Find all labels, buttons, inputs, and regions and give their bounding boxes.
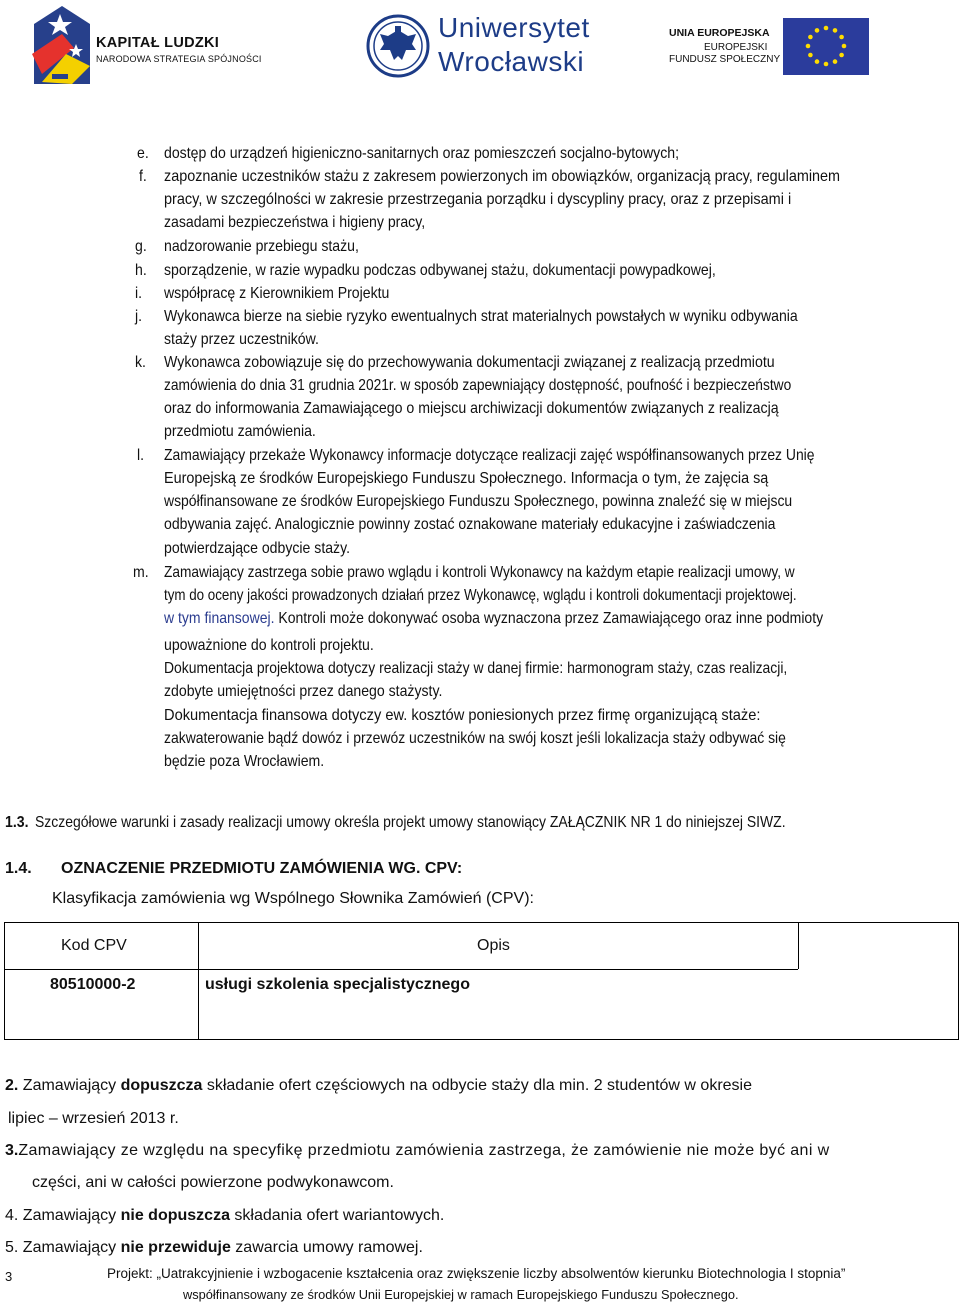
section-1-4-heading: OZNACZENIE PRZEDMIOTU ZAMÓWIENIA WG. CPV: bbox=[61, 860, 463, 877]
point-4-post: składania ofert wariantowych. bbox=[229, 1207, 445, 1224]
list-marker-e: e. bbox=[137, 145, 149, 162]
point-3-line2: części, ani w całości powierzone podwykonawcom. bbox=[32, 1174, 394, 1191]
point-2-number: 2. bbox=[5, 1077, 19, 1094]
section-1-3-text: Szczegółowe warunki i zasady realizacji umowy określa projekt umowy stanowiący ZAŁĄCZNIK NR 1 do niniejszej SIWZ. bbox=[35, 814, 786, 831]
point-5-bold: nie przewiduje bbox=[120, 1239, 231, 1256]
list-item-h: sporządzenie, w razie wypadku podczas odbywanej stażu, dokumentacji powypadkowej, bbox=[164, 262, 716, 279]
list-marker-k: k. bbox=[135, 354, 146, 371]
eu-flag-icon bbox=[783, 18, 869, 75]
section-1-4-number: 1.4. bbox=[5, 860, 32, 877]
page-number: 3 bbox=[5, 1269, 13, 1284]
eu-fund-line1: EUROPEJSKI bbox=[704, 42, 768, 53]
list-item-m-line3 bbox=[164, 607, 823, 630]
finance-docs-line1: Dokumentacja finansowa dotyczy ew. kosztów poniesionych przez firmę organizującą staże: bbox=[164, 707, 761, 724]
kapital-ludzki-subtitle: NARODOWA STRATEGIA SPÓJNOŚCI bbox=[96, 54, 262, 64]
list-item-j-line2: staży przez uczestników. bbox=[164, 331, 319, 348]
kapital-ludzki-title: KAPITAŁ LUDZKI bbox=[96, 35, 220, 51]
point-2-pre: Zamawiający bbox=[22, 1077, 121, 1094]
list-item-m-line4: upoważnione do kontroli projektu. bbox=[164, 637, 374, 654]
list-item-k-line3: oraz do informowania Zamawiającego o miejscu archiwizacji dokumentów związanych z realizacją bbox=[164, 400, 779, 417]
eu-title: UNIA EUROPEJSKA bbox=[669, 27, 770, 39]
list-item-f-line2: pracy, w szczególności w zakresie przestrzegania porządku i dyscypliny pracy, oraz z przepisami i bbox=[164, 191, 792, 208]
list-item-e: dostęp do urządzeń higieniczno-sanitarnych oraz pomieszczeń socjalno-bytowych; bbox=[164, 145, 679, 162]
university-name-line1: Uniwersytet bbox=[438, 12, 590, 43]
finance-link-text: w tym finansowej. bbox=[164, 610, 275, 627]
kapital-ludzki-logo bbox=[32, 4, 92, 84]
table-divider bbox=[198, 969, 199, 1039]
table-divider bbox=[798, 923, 799, 969]
section-1-3-number: 1.3. bbox=[5, 814, 29, 831]
footer-project-line: Projekt: „Uatrakcyjnienie i wzbogacenie kształcenia oraz zwiększenie liczby absolwentów kierunku Biotechnologia I stopnia” bbox=[107, 1266, 846, 1281]
list-item-g: nadzorowanie przebiegu stażu, bbox=[164, 238, 359, 255]
cpv-classification-label: Klasyfikacja zamówienia wg Wspólnego Słownika Zamówień (CPV): bbox=[52, 890, 534, 907]
university-emblem-icon bbox=[366, 14, 430, 78]
point-5-pre: Zamawiający bbox=[22, 1239, 121, 1256]
list-item-k-line2: zamówienia do dnia 31 grudnia 2021r. w sposób zapewniający dostępność, poufność i bezpieczeństwo bbox=[164, 377, 792, 394]
point-5 bbox=[5, 1236, 423, 1259]
point-5-number: 5. bbox=[5, 1239, 19, 1256]
list-marker-i: i. bbox=[135, 285, 143, 302]
list-item-m-line3-rest: Kontroli może dokonywać osoba wyznaczona przez Zamawiającego oraz inne podmioty bbox=[274, 610, 824, 627]
project-docs-line2: zdobyte umiejętności przez danego stażysty. bbox=[164, 683, 443, 700]
list-marker-l: l. bbox=[137, 447, 145, 464]
list-item-k-line4: przedmiotu zamówienia. bbox=[164, 423, 316, 440]
list-marker-f: f. bbox=[139, 168, 147, 185]
point-2-post: składanie ofert częściowych na odbycie staży dla min. 2 studentów w okresie bbox=[202, 1077, 753, 1094]
table-header-description: Opis bbox=[477, 937, 510, 954]
point-2-line2: lipiec – wrzesień 2013 r. bbox=[8, 1110, 179, 1127]
list-item-f-line1: zapoznanie uczestników stażu z zakresem powierzonych im obowiązków, organizacją pracy, regulaminem bbox=[164, 168, 841, 185]
point-4-bold: nie dopuszcza bbox=[120, 1207, 230, 1224]
list-item-l-line1: Zamawiający przekaże Wykonawcy informacje dotyczące realizacji zajęć współfinansowanych przez Unię bbox=[164, 447, 815, 464]
table-header-code: Kod CPV bbox=[61, 937, 127, 954]
list-marker-h: h. bbox=[135, 262, 147, 279]
list-item-j-line1: Wykonawca bierze na siebie ryzyko ewentualnych strat materialnych powstałych w wyniku odbywania bbox=[164, 308, 798, 325]
list-item-f-line3: zasadami bezpieczeństwa i higieny pracy, bbox=[164, 214, 426, 231]
university-name-line2: Wrocławski bbox=[438, 46, 585, 77]
point-3-line1: Zamawiający ze względu na specyfikę przedmiotu zamówienia zastrzega, że zamówienie nie może być ani w bbox=[18, 1142, 830, 1159]
list-item-l-line4: odbywania zajęć. Analogicznie powinny zostać oznakowane materiały edukacyjne i zaświadczenia bbox=[164, 516, 776, 533]
list-item-l-line2: Europejską ze środków Europejskiego Funduszu Społecznego. Informacja o tym, że zajęcia są bbox=[164, 470, 769, 487]
list-item-l-line5: potwierdzające odbycie staży. bbox=[164, 540, 351, 557]
finance-docs-line3: będzie poza Wrocławiem. bbox=[164, 753, 325, 770]
list-item-m-line2: tym do oceny jakości prowadzonych działań przez Wykonawcę, wglądu i kontroli dokumentacji projektowej. bbox=[164, 587, 797, 604]
eu-fund-line2: FUNDUSZ SPOŁECZNY bbox=[669, 54, 781, 65]
list-marker-g: g. bbox=[135, 238, 147, 255]
point-4-pre: Zamawiający bbox=[22, 1207, 121, 1224]
point-2 bbox=[5, 1074, 752, 1097]
finance-docs-line2: zakwaterowanie bądź dowóz i przewóz uczestników na swój koszt jeśli lokalizacja staży odbywać się bbox=[164, 730, 786, 747]
table-cell-code: 80510000-2 bbox=[50, 976, 136, 993]
project-docs-line1: Dokumentacja projektowa dotyczy realizacji staży w danej firmie: harmonogram staży, czas realizacji, bbox=[164, 660, 788, 677]
point-5-post: zawarcia umowy ramowej. bbox=[230, 1239, 423, 1256]
list-item-l-line3: współfinansowane ze środków Europejskiego Funduszu Społecznego, powinna znaleźć się w miejscu bbox=[164, 493, 793, 510]
table-cell-description: usługi szkolenia specjalistycznego bbox=[205, 976, 470, 993]
footer-funding-line: współfinansowany ze środków Unii Europejskiej w ramach Europejskiego Funduszu Społecznego. bbox=[183, 1287, 739, 1302]
point-3-number: 3. bbox=[5, 1142, 19, 1159]
cpv-table bbox=[4, 922, 959, 1040]
point-4-number: 4. bbox=[5, 1207, 19, 1224]
point-3 bbox=[5, 1139, 830, 1162]
point-4 bbox=[5, 1204, 444, 1227]
list-marker-j: j. bbox=[135, 308, 143, 325]
list-marker-m: m. bbox=[133, 564, 149, 581]
table-divider bbox=[5, 969, 798, 970]
list-item-m-line1: Zamawiający zastrzega sobie prawo wglądu i kontroli Wykonawcy na każdym etapie realizacji umowy, w bbox=[164, 564, 795, 581]
list-item-k-line1: Wykonawca zobowiązuje się do przechowywania dokumentacji związanej z realizacją przedmiotu bbox=[164, 354, 775, 371]
list-item-i: współpracę z Kierownikiem Projektu bbox=[164, 285, 390, 302]
point-2-bold: dopuszcza bbox=[120, 1077, 203, 1094]
table-divider bbox=[198, 923, 199, 969]
